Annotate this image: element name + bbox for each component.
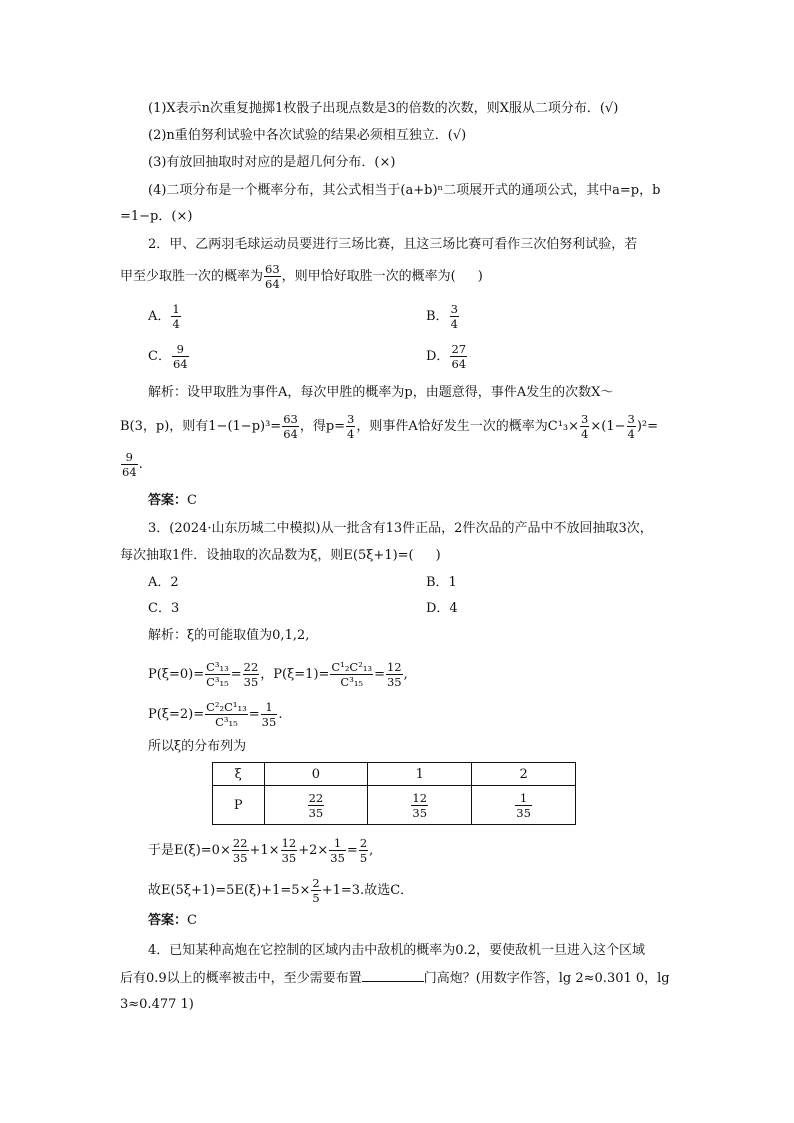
question-3-stem-line1: 3．(2024·山东历城二中模拟)从一批含有13件正品，2件次品的产品中不放回抽取3次， [148, 521, 653, 536]
q3-solution-p2: P(ξ=2)= $\frac{\text{C²₂C¹₁₃}}{\text{C³₁₅}}$ = $\frac{1}{35}$ . [148, 700, 283, 729]
q3-solution-line1: 解析：ξ的可能取值为0,1,2, [148, 628, 310, 643]
q3-option-d: D．4 [426, 601, 458, 616]
q3-answer: 答案：C [148, 913, 197, 928]
q2-option-b: B． $\frac{3}{4}$ [426, 302, 458, 331]
table-header-row [213, 763, 576, 786]
q2-solution-line2: B(3，p)，则有1−(1−p)³= $\frac{63}{64}$ ，得p= $\frac{3}{4}$ ，则事件A恰好发生一次的概率为C¹₃× $\frac{3}{4}$ ×(1− $\frac{3}{4}$ )²= [120, 412, 659, 441]
fraction: $\frac{63}{64}$ [265, 262, 280, 291]
q3-option-b: B．1 [426, 575, 457, 590]
table-cell: 0 [264, 763, 368, 786]
q2-option-c: C． $\frac{9}{64}$ [148, 342, 188, 371]
question-4-line3: 3≈0.477 1) [120, 997, 194, 1012]
table-cell: P [213, 786, 265, 825]
q3-option-c: C．3 [148, 601, 180, 616]
table-cell: $\frac{12}{35}$ [368, 786, 472, 825]
q3-option-a: A．2 [148, 575, 179, 590]
table-row [213, 786, 576, 825]
q3-expectation: 于是E(ξ)=0× $\frac{22}{35}$ +1× $\frac{12}{35}$ +2× $\frac{1}{35}$ = $\frac{2}{5}$ , [148, 836, 374, 865]
question-2-stem-line1: 2．甲、乙两羽毛球运动员要进行三场比赛，且这三场比赛可看作三次伯努利试验，若 [148, 237, 638, 252]
table-cell: $\frac{22}{35}$ [264, 786, 368, 825]
judgment-4-line2: =1−p．(×) [120, 209, 193, 224]
distribution-table [212, 762, 576, 825]
q2-solution-line3: $\frac{9}{64}$ . [122, 450, 143, 479]
judgment-4-line1: (4)二项分布是一个概率分布，其公式相当于(a+b)ⁿ二项展开式的通项公式，其中a=p，b [148, 183, 661, 198]
judgment-2: (2)n重伯努利试验中各次试验的结果必须相互独立．(√) [148, 128, 467, 143]
q2-solution-line1: 解析：设甲取胜为事件A，每次甲胜的概率为p，由题意得，事件A发生的次数X～ [148, 385, 614, 400]
table-cell: 2 [472, 763, 576, 786]
table-cell: ξ [213, 763, 265, 786]
judgment-1: (1)X表示n次重复抛掷1枚骰子出现点数是3的倍数的次数，则X服从二项分布．(√) [148, 101, 619, 116]
question-3-stem-line2: 每次抽取1件．设抽取的次品数为ξ，则E(5ξ+1)=( ) [120, 548, 441, 563]
q2-answer: 答案：C [148, 493, 197, 508]
answer-blank[interactable] [362, 969, 424, 982]
question-4-line1: 4．已知某种高炮在它控制的区域内击中敌机的概率为0.2，要使敌机一旦进入这个区域 [148, 943, 645, 958]
table-cell: 1 [368, 763, 472, 786]
question-4-line2: 后有0.9以上的概率被击中，至少需要布置 门高炮？(用数字作答，lg 2≈0.301 0，lg [120, 971, 670, 986]
question-2-stem-line2: 甲至少取胜一次的概率为 $\frac{63}{64}$ ，则甲恰好取胜一次的概率为( ) [120, 262, 483, 291]
judgment-3: (3)有放回抽取时对应的是超几何分布．(×) [148, 155, 396, 170]
q2-option-d: D． $\frac{27}{64}$ [426, 342, 467, 371]
q3-conclusion: 故E(5ξ+1)=5E(ξ)+1=5× $\frac{2}{5}$ +1=3.故选C． [148, 876, 414, 905]
q3-solution-p0-p1: P(ξ=0)= $\frac{\text{C³₁₃}}{\text{C³₁₅}}$ = $\frac{22}{35}$ ，P(ξ=1)= $\frac{\text{C¹₂C²₁₃}}{\text{C³₁₅}}$ = $\frac{12}{35}$ , [148, 660, 408, 689]
table-cell: $\frac{1}{35}$ [472, 786, 576, 825]
q3-table-intro: 所以ξ的分布列为 [148, 739, 247, 754]
q2-option-a: A． $\frac{1}{4}$ [148, 302, 180, 331]
